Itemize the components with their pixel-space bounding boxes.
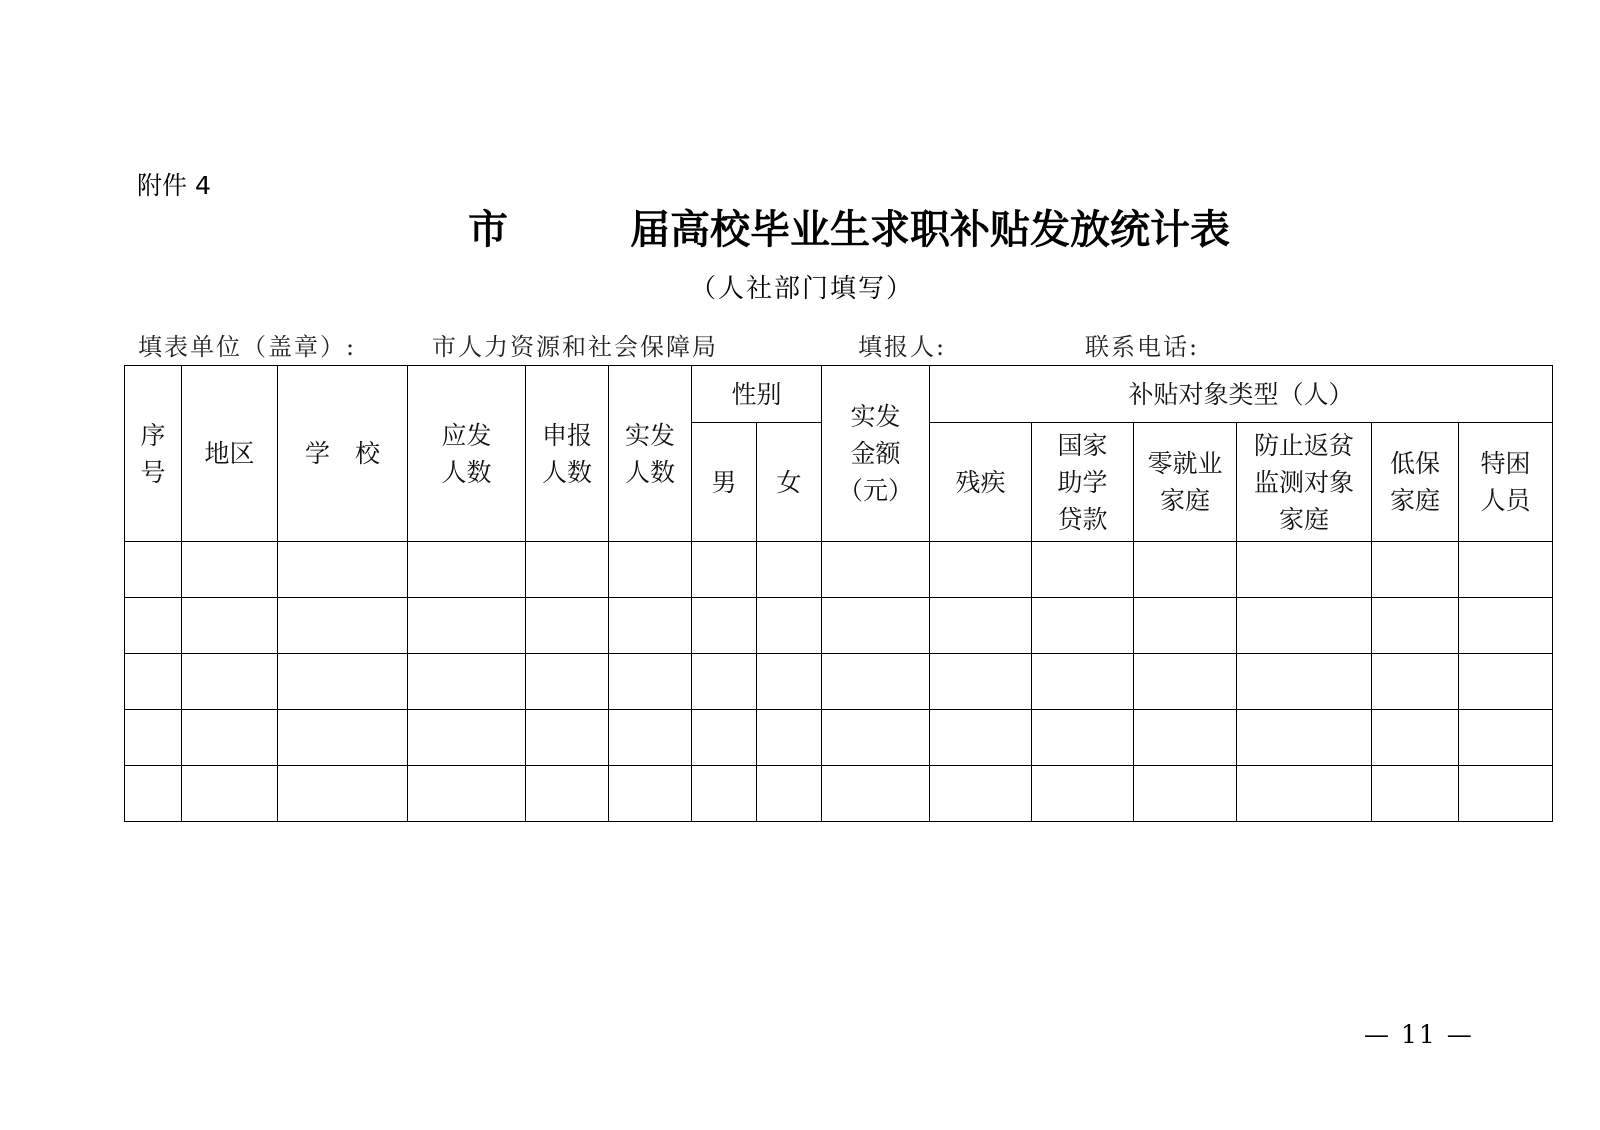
table-cell[interactable] bbox=[1134, 654, 1237, 710]
table-cell[interactable] bbox=[1032, 710, 1134, 766]
table-row bbox=[125, 598, 1553, 654]
table-cell[interactable] bbox=[609, 542, 692, 598]
table-cell[interactable] bbox=[609, 654, 692, 710]
table-cell[interactable] bbox=[278, 710, 408, 766]
table-cell[interactable] bbox=[609, 598, 692, 654]
table-cell[interactable] bbox=[757, 542, 822, 598]
table-row bbox=[125, 654, 1553, 710]
table-cell[interactable] bbox=[1372, 598, 1459, 654]
table-cell[interactable] bbox=[1032, 654, 1134, 710]
table-cell[interactable] bbox=[408, 710, 526, 766]
table-cell[interactable] bbox=[1372, 766, 1459, 822]
table-cell[interactable] bbox=[822, 542, 930, 598]
table-cell[interactable] bbox=[1134, 766, 1237, 822]
table-cell[interactable] bbox=[182, 654, 278, 710]
table-cell[interactable] bbox=[1237, 710, 1372, 766]
header-subsidy-type-group: 补贴对象类型（人） bbox=[930, 366, 1553, 423]
header-female: 女 bbox=[757, 423, 822, 542]
table-cell[interactable] bbox=[526, 710, 609, 766]
table-cell[interactable] bbox=[1032, 598, 1134, 654]
table-cell[interactable] bbox=[1237, 654, 1372, 710]
table-cell[interactable] bbox=[1372, 542, 1459, 598]
table-cell[interactable] bbox=[182, 598, 278, 654]
table-cell[interactable] bbox=[1459, 710, 1553, 766]
document-title bbox=[0, 205, 1600, 255]
table-cell[interactable] bbox=[1459, 654, 1553, 710]
table-cell[interactable] bbox=[930, 766, 1032, 822]
table-data-body bbox=[125, 542, 1553, 822]
table-cell[interactable] bbox=[1237, 766, 1372, 822]
title-main: 届高校毕业生求职补贴发放统计表 bbox=[630, 206, 1230, 253]
header-low-income: 低保 家庭 bbox=[1372, 423, 1459, 542]
table-cell[interactable] bbox=[1237, 542, 1372, 598]
table-cell[interactable] bbox=[1372, 654, 1459, 710]
header-zero-employment: 零就业 家庭 bbox=[1134, 423, 1237, 542]
header-seq: 序 号 bbox=[125, 366, 182, 542]
table-cell[interactable] bbox=[822, 710, 930, 766]
table-cell[interactable] bbox=[1459, 598, 1553, 654]
table-cell[interactable] bbox=[1134, 542, 1237, 598]
table-cell[interactable] bbox=[757, 766, 822, 822]
table-cell[interactable] bbox=[526, 766, 609, 822]
table-cell[interactable] bbox=[757, 598, 822, 654]
table-cell[interactable] bbox=[182, 542, 278, 598]
table-cell[interactable] bbox=[125, 598, 182, 654]
header-disabled: 残疾 bbox=[930, 423, 1032, 542]
table-cell[interactable] bbox=[125, 766, 182, 822]
table-cell[interactable] bbox=[692, 710, 757, 766]
table-cell[interactable] bbox=[278, 766, 408, 822]
table-cell[interactable] bbox=[1134, 598, 1237, 654]
fill-info-row bbox=[0, 327, 1600, 359]
page-number: — 11 — bbox=[1364, 1020, 1474, 1049]
table-cell[interactable] bbox=[408, 598, 526, 654]
header-male: 男 bbox=[692, 423, 757, 542]
header-student-loan: 国家 助学 贷款 bbox=[1032, 423, 1134, 542]
attachment-label: 附件 4 bbox=[137, 171, 211, 200]
table-cell[interactable] bbox=[609, 710, 692, 766]
table-cell[interactable] bbox=[930, 654, 1032, 710]
header-applied-count: 申报 人数 bbox=[526, 366, 609, 542]
table-cell[interactable] bbox=[526, 654, 609, 710]
table-row bbox=[125, 542, 1553, 598]
table-cell[interactable] bbox=[408, 654, 526, 710]
table-cell[interactable] bbox=[526, 542, 609, 598]
table-cell[interactable] bbox=[1032, 766, 1134, 822]
unit-value: 市人力资源和社会保障局 bbox=[432, 333, 718, 361]
table-row bbox=[125, 710, 1553, 766]
table-cell[interactable] bbox=[1134, 710, 1237, 766]
table-cell[interactable] bbox=[692, 654, 757, 710]
unit-label: 填表单位（盖章）: bbox=[138, 333, 357, 361]
table-cell[interactable] bbox=[757, 654, 822, 710]
table-cell[interactable] bbox=[1459, 542, 1553, 598]
header-special-hardship: 特困 人员 bbox=[1459, 423, 1553, 542]
table-cell[interactable] bbox=[278, 654, 408, 710]
header-gender: 性别 bbox=[692, 366, 822, 423]
title-city-prefix: 市 bbox=[468, 206, 508, 253]
table-cell[interactable] bbox=[930, 542, 1032, 598]
table-cell[interactable] bbox=[278, 542, 408, 598]
table-cell[interactable] bbox=[692, 542, 757, 598]
header-amount: 实发 金额 （元） bbox=[822, 366, 930, 542]
table-cell[interactable] bbox=[930, 598, 1032, 654]
document-subtitle: （人社部门填写） bbox=[690, 274, 915, 304]
table-row bbox=[125, 766, 1553, 822]
table-cell[interactable] bbox=[822, 766, 930, 822]
table-cell[interactable] bbox=[1032, 542, 1134, 598]
table-cell[interactable] bbox=[1459, 766, 1553, 822]
table-cell[interactable] bbox=[182, 766, 278, 822]
table-cell[interactable] bbox=[182, 710, 278, 766]
table-cell[interactable] bbox=[1237, 598, 1372, 654]
table-cell[interactable] bbox=[930, 710, 1032, 766]
table-cell[interactable] bbox=[278, 598, 408, 654]
header-due-count: 应发 人数 bbox=[408, 366, 526, 542]
table-cell[interactable] bbox=[822, 598, 930, 654]
table-cell[interactable] bbox=[822, 654, 930, 710]
table-cell[interactable] bbox=[125, 542, 182, 598]
header-actual-count: 实发 人数 bbox=[609, 366, 692, 542]
table-cell[interactable] bbox=[125, 654, 182, 710]
table-cell[interactable] bbox=[125, 710, 182, 766]
phone-label: 联系电话: bbox=[1085, 333, 1200, 361]
statistics-table bbox=[124, 365, 1553, 822]
header-school: 学 校 bbox=[278, 366, 408, 542]
header-poverty-monitoring: 防止返贫 监测对象 家庭 bbox=[1237, 423, 1372, 542]
reporter-label: 填报人: bbox=[858, 333, 947, 361]
table-cell[interactable] bbox=[692, 766, 757, 822]
table-cell[interactable] bbox=[408, 542, 526, 598]
table-cell[interactable] bbox=[757, 710, 822, 766]
header-region: 地区 bbox=[182, 366, 278, 542]
table-cell[interactable] bbox=[1372, 710, 1459, 766]
table-cell[interactable] bbox=[609, 766, 692, 822]
table-cell[interactable] bbox=[692, 598, 757, 654]
table-cell[interactable] bbox=[526, 598, 609, 654]
table-cell[interactable] bbox=[408, 766, 526, 822]
